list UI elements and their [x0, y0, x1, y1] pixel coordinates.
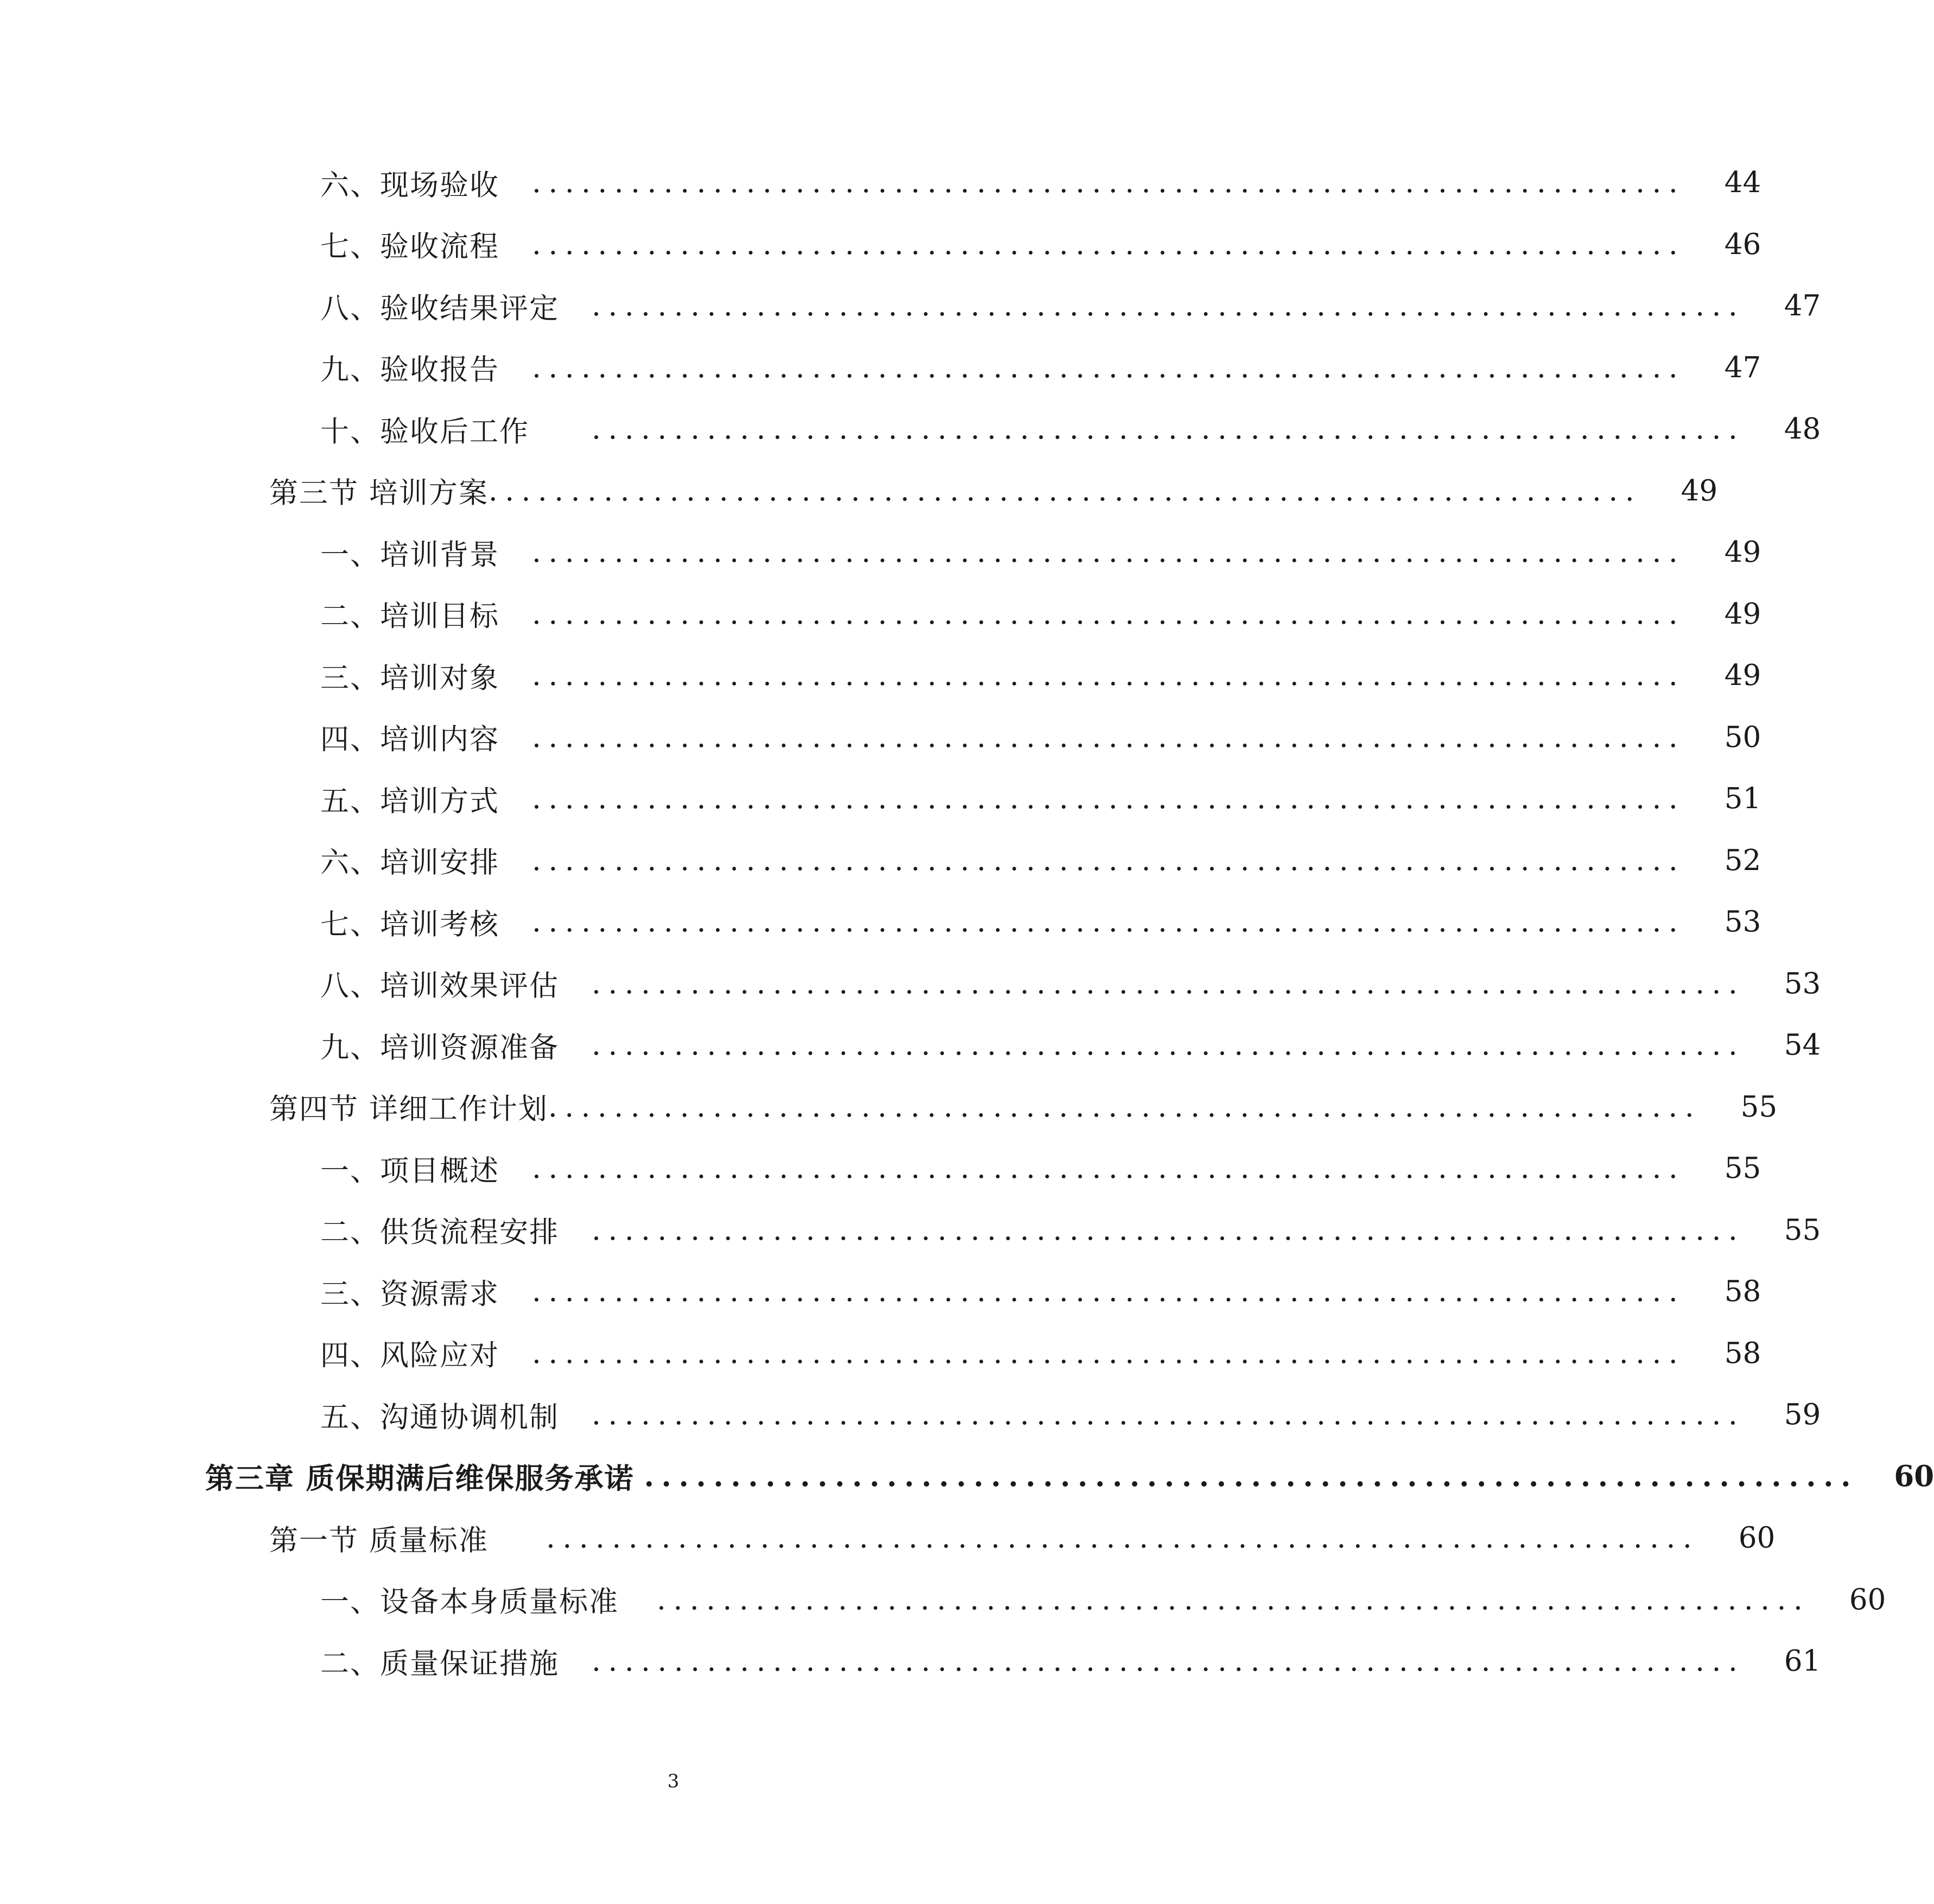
toc-entry-label: 九、培训资源准备 — [320, 1031, 559, 1064]
toc-entry-label: 二、供货流程安排 — [320, 1216, 559, 1249]
toc-entry-label: 九、验收报告 — [320, 353, 499, 387]
dot-leader: ...................................................................... — [532, 351, 1685, 384]
toc-entry-label: 第一节 质量标准 — [269, 1524, 489, 1557]
toc-entry-page: 49 — [1724, 659, 1761, 693]
toc-entry[interactable] — [0, 275, 1821, 337]
dot-leader: ...................................................................... — [592, 967, 1745, 1000]
toc-entry-label: 七、验收流程 — [320, 230, 499, 264]
toc-entry[interactable] — [0, 214, 1761, 276]
dot-leader: ...................................................................... — [532, 1152, 1685, 1185]
toc-entry-page: 49 — [1724, 536, 1761, 569]
toc-entry-page: 51 — [1724, 782, 1761, 816]
toc-entry-page: 59 — [1784, 1398, 1821, 1432]
dot-leader: ...................................................................... — [532, 843, 1685, 877]
dot-leader: ...................................................................... — [657, 1583, 1810, 1616]
toc-entry[interactable] — [0, 1323, 1761, 1385]
toc-entry[interactable] — [0, 1569, 1886, 1631]
toc-section-entry[interactable] — [0, 460, 1718, 522]
toc-entry-label: 八、验收结果评定 — [320, 291, 559, 325]
toc-entry-page: 53 — [1724, 905, 1761, 939]
toc-entry[interactable] — [0, 1261, 1761, 1323]
dot-leader: ...................................................................... — [532, 166, 1685, 200]
toc-entry-label: 四、培训内容 — [320, 723, 499, 757]
toc-entry[interactable] — [0, 1384, 1821, 1446]
toc-entry-label: 五、培训方式 — [320, 784, 499, 818]
toc-entry[interactable] — [0, 398, 1821, 460]
toc-entry-page: 55 — [1724, 1152, 1761, 1185]
page-number: 3 — [667, 1770, 680, 1792]
toc-entry[interactable] — [0, 337, 1761, 399]
toc-entry-page: 55 — [1740, 1090, 1778, 1124]
toc-entry[interactable] — [0, 1199, 1821, 1261]
toc-section-entry[interactable] — [0, 1076, 1778, 1138]
toc-entry-label: 一、项目概述 — [320, 1154, 499, 1188]
toc-entry[interactable] — [0, 891, 1761, 953]
toc-entry-label: 四、风险应对 — [320, 1339, 499, 1373]
dot-leader: ...................................................................... — [592, 1029, 1745, 1062]
toc-entry[interactable] — [0, 707, 1761, 769]
toc-entry[interactable] — [0, 583, 1761, 645]
toc-entry-label: 三、培训对象 — [320, 661, 499, 695]
toc-entry-page: 48 — [1784, 412, 1821, 446]
toc-entry-label: 六、培训安排 — [320, 846, 499, 880]
dot-leader: ...................................................................... — [532, 1336, 1685, 1370]
toc-entry-label: 二、培训目标 — [320, 600, 499, 633]
toc-section-entry[interactable] — [0, 1507, 1776, 1569]
dot-leader: ...................................................................... — [532, 227, 1685, 261]
toc-entry[interactable] — [0, 768, 1761, 830]
toc-entry-label: 第四节 详细工作计划 — [269, 1093, 548, 1126]
dot-leader: ...................................................................... — [592, 1645, 1745, 1678]
toc-entry-label: 五、沟通协调机制 — [320, 1400, 559, 1434]
dot-leader: ...................................................................... — [592, 412, 1745, 446]
toc-entry-page: 60 — [1738, 1521, 1776, 1555]
toc-entry[interactable] — [0, 522, 1761, 583]
dot-leader: ...................................................................... — [592, 1398, 1745, 1432]
toc-chapter-entry[interactable] — [0, 1446, 1934, 1508]
toc-entry-page: 58 — [1724, 1275, 1761, 1309]
dot-leader: ...................................................................... — [548, 1090, 1702, 1124]
dot-leader: ...................................................................... — [592, 1213, 1745, 1247]
toc-entry-label: 七、培训考核 — [320, 907, 499, 941]
toc-entry[interactable] — [0, 830, 1761, 892]
toc-entry-label: 第三节 培训方案 — [269, 477, 489, 510]
toc-entry[interactable] — [0, 645, 1761, 707]
toc-entry-label: 二、质量保证措施 — [320, 1647, 559, 1680]
dot-leader: ...................................................................... — [532, 782, 1685, 816]
toc-entry-page: 47 — [1724, 351, 1761, 384]
toc-entry-page: 49 — [1724, 597, 1761, 631]
toc-entry-page: 55 — [1784, 1213, 1821, 1247]
dot-leader: ...................................................................... — [532, 659, 1685, 693]
dot-leader: ...................................................................... — [644, 1459, 1859, 1494]
dot-leader: ...................................................................... — [532, 720, 1685, 754]
toc-entry-page: 47 — [1784, 289, 1821, 323]
toc-entry-label: 一、培训背景 — [320, 538, 499, 572]
toc-entry-label: 一、设备本身质量标准 — [320, 1585, 619, 1619]
dot-leader: ...................................................................... — [546, 1521, 1700, 1555]
toc-entry-page: 54 — [1784, 1029, 1821, 1062]
toc-entry-page: 44 — [1724, 166, 1761, 200]
toc-entry[interactable] — [0, 953, 1821, 1015]
dot-leader: ...................................................................... — [488, 474, 1642, 507]
toc-entry[interactable] — [0, 152, 1761, 214]
table-of-contents — [0, 152, 1934, 1692]
toc-entry-page: 60 — [1849, 1583, 1886, 1616]
toc-entry-page: 52 — [1724, 843, 1761, 877]
toc-entry-page: 61 — [1784, 1645, 1821, 1678]
toc-entry-label: 第三章 质保期满后维保服务承诺 — [205, 1462, 635, 1496]
toc-entry-page: 58 — [1724, 1336, 1761, 1370]
toc-entry-page: 49 — [1681, 474, 1718, 507]
dot-leader: ...................................................................... — [532, 905, 1685, 939]
dot-leader: ...................................................................... — [532, 1275, 1685, 1309]
dot-leader: ...................................................................... — [532, 597, 1685, 631]
toc-entry[interactable] — [0, 1014, 1821, 1076]
toc-entry-label: 八、培训效果评估 — [320, 969, 559, 1003]
toc-entry-page: 60 — [1894, 1459, 1934, 1494]
toc-entry-label: 十、验收后工作 — [320, 415, 529, 448]
toc-entry[interactable] — [0, 1630, 1821, 1692]
dot-leader: ...................................................................... — [532, 536, 1685, 569]
toc-entry-page: 46 — [1724, 227, 1761, 261]
toc-entry-label: 三、资源需求 — [320, 1277, 499, 1311]
dot-leader: ...................................................................... — [592, 289, 1745, 323]
toc-entry-label: 六、现场验收 — [320, 168, 499, 202]
toc-entry-page: 53 — [1784, 967, 1821, 1000]
toc-entry-page: 50 — [1724, 720, 1761, 754]
toc-entry[interactable] — [0, 1138, 1761, 1199]
